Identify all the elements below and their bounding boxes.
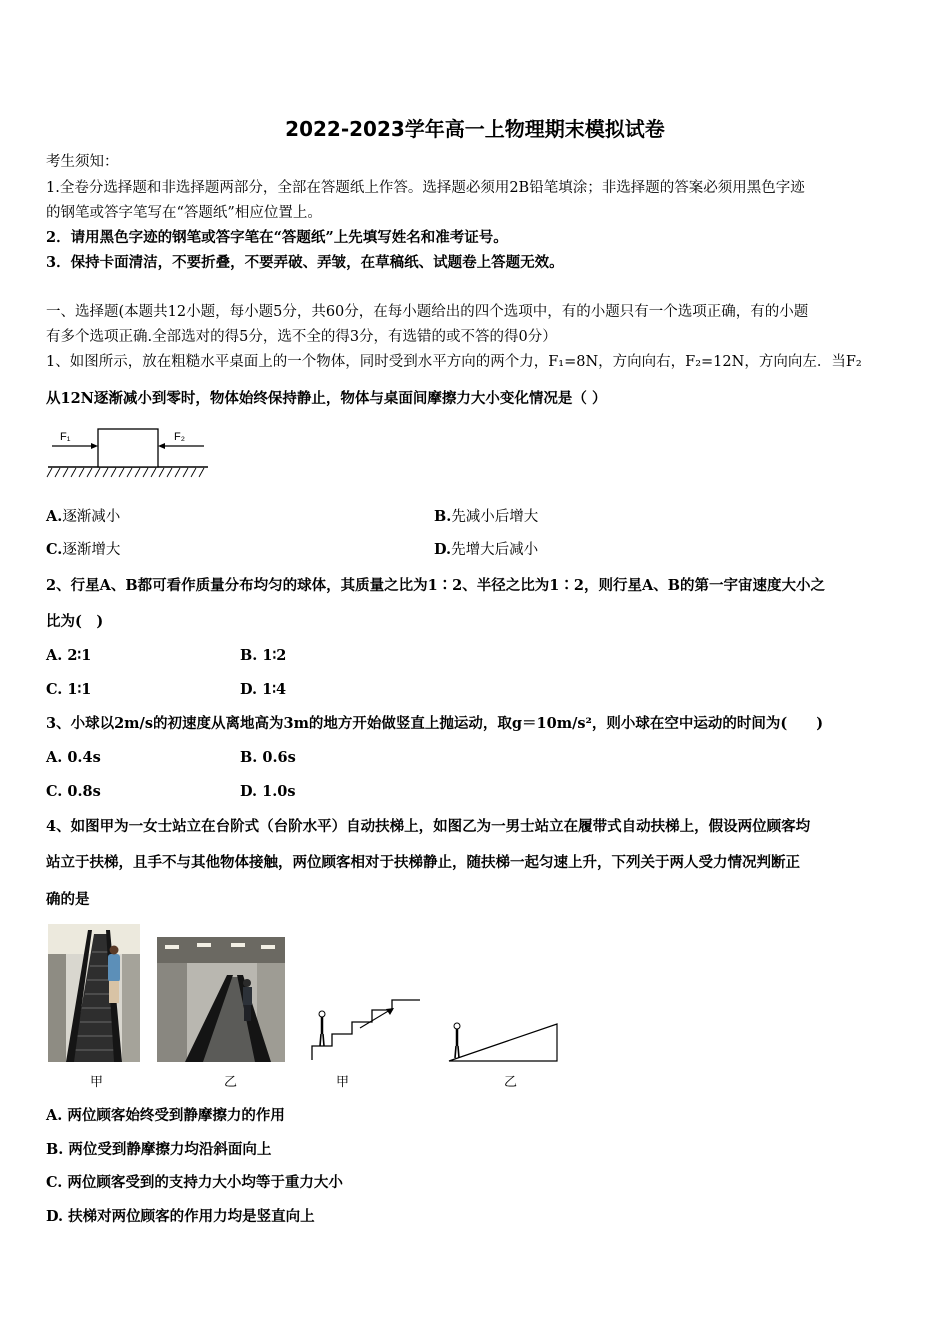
notice-item: 3．保持卡面清洁，不要折叠，不要弄破、弄皱，在草稿纸、试题卷上答题无效。 — [46, 254, 564, 271]
q1-option-c[interactable]: C.逐渐增大 — [46, 541, 121, 558]
q4-stem-cont: 站立于扶梯，且手不与其他物体接触，两位顾客相对于扶梯静止，随扶梯一起匀速上升，下列关于两人受力情况判断正 — [46, 854, 800, 871]
notice-item: 2．请用黑色字迹的钢笔或答字笔在“答题纸”上先填写姓名和准考证号。 — [46, 229, 508, 246]
escalator-photo-step — [48, 924, 140, 1062]
q1-stem: 1、如图所示，放在粗糙水平桌面上的一个物体，同时受到水平方向的两个力，F₁=8N，方向向右，F₂=12N，方向向左．当F₂ — [46, 354, 862, 370]
q4-option-c[interactable]: C. 两位顾客受到的支持力大小均等于重力大小 — [46, 1174, 343, 1191]
q2-option-b[interactable]: B. 1∶2 — [240, 647, 287, 664]
caption-photo-jia: 甲 — [90, 1075, 104, 1090]
q4-option-b[interactable]: B. 两位受到静摩擦力均沿斜面向上 — [46, 1141, 272, 1158]
incline-diagram — [447, 1018, 561, 1064]
q2-stem-cont: 比为( ) — [46, 613, 104, 630]
caption-photo-yi: 乙 — [224, 1075, 238, 1090]
page-title: 2022-2023学年高一上物理期末模拟试卷 — [285, 117, 665, 141]
stair-diagram — [308, 998, 430, 1062]
label-f2: F₂ — [174, 431, 185, 443]
notice-heading: 考生须知： — [46, 154, 119, 170]
q1-option-a[interactable]: A.逐渐减小 — [46, 508, 121, 525]
q2-option-d[interactable]: D. 1∶4 — [240, 681, 287, 698]
q1-option-b[interactable]: B.先减小后增大 — [434, 508, 539, 525]
section-heading: 一、选择题(本题共12小题，每小题5分，共60分，在每小题给出的四个选项中，有的小题只有一个选项正确，有的小题 — [46, 304, 809, 320]
notice-item: 的钢笔或答字笔写在“答题纸”相应位置上。 — [46, 205, 322, 221]
q3-option-a[interactable]: A. 0.4s — [46, 749, 101, 766]
q1-force-diagram — [46, 425, 211, 483]
q1-option-d[interactable]: D.先增大后减小 — [434, 541, 539, 558]
q3-stem: 3、小球以2m/s的初速度从离地高为3m的地方开始做竖直上抛运动，取g＝10m/s²，则小球在空中运动的时间为( ) — [46, 715, 824, 732]
caption-diagram-jia: 甲 — [336, 1075, 350, 1090]
q2-option-c[interactable]: C. 1∶1 — [46, 681, 92, 698]
label-f1: F₁ — [60, 431, 71, 443]
caption-diagram-yi: 乙 — [504, 1075, 518, 1090]
q4-stem: 4、如图甲为一女士站立在台阶式（台阶水平）自动扶梯上，如图乙为一男士站立在履带式自动扶梯上，假设两位顾客均 — [46, 818, 811, 835]
q3-option-d[interactable]: D. 1.0s — [240, 783, 296, 800]
q2-stem: 2、行星A、B都可看作质量分布均匀的球体，其质量之比为1∶2、半径之比为1∶2，则行星A、B的第一宇宙速度大小之 — [46, 577, 825, 594]
section-heading-cont: 有多个选项正确.全部选对的得5分，选不全的得3分，有选错的或不答的得0分） — [46, 329, 557, 345]
q1-stem-cont: 从12N逐渐减小到零时，物体始终保持静止，物体与桌面间摩擦力大小变化情况是（ ） — [46, 390, 607, 407]
q2-option-a[interactable]: A. 2∶1 — [46, 647, 92, 664]
q3-option-b[interactable]: B. 0.6s — [240, 749, 296, 766]
q4-option-a[interactable]: A. 两位顾客始终受到静摩擦力的作用 — [46, 1107, 285, 1124]
notice-item: 1.全卷分选择题和非选择题两部分，全部在答题纸上作答。选择题必须用2B铅笔填涂；非选择题的答案必须用黑色字迹 — [46, 180, 805, 196]
q4-option-d[interactable]: D. 扶梯对两位顾客的作用力均是竖直向上 — [46, 1208, 315, 1225]
q3-option-c[interactable]: C. 0.8s — [46, 783, 101, 800]
escalator-photo-belt — [157, 937, 285, 1062]
q4-stem-cont: 确的是 — [46, 891, 90, 908]
